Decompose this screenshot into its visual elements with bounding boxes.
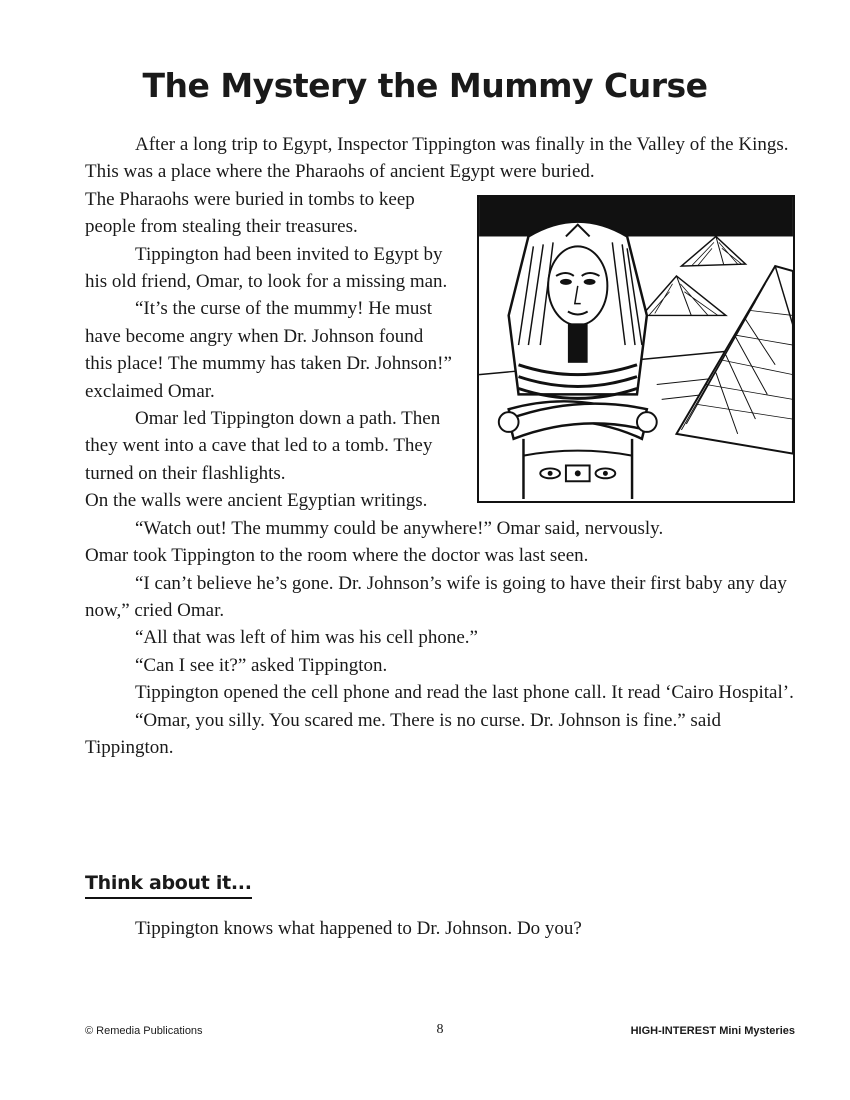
story-paragraph-8: Omar took Tippington to the room where the doctor was last seen. [85, 545, 589, 567]
think-question: Tippington knows what happened to Dr. Johnson. Do you? [135, 918, 582, 939]
footer-series: HIGH-INTEREST Mini Mysteries [630, 1025, 795, 1037]
pharaoh-illustration-icon [477, 195, 795, 503]
story-paragraph-6: On the walls were ancient Egyptian writings. [85, 490, 428, 512]
story-paragraph-7: “Watch out! The mummy could be anywhere!” Omar said, nervously. [135, 517, 664, 539]
story-paragraph-5: Omar led Tippington down a path. Then they went into a cave that led to a tomb. They turned on their flashlights. [85, 408, 441, 484]
story-paragraph-4: “It’s the curse of the mummy! He must have become angry when Dr. Johnson found this place! The mummy has taken Dr. Johnson!” exclaimed Omar. [85, 298, 452, 402]
story-paragraph-12: Tippington opened the cell phone and read the last phone call. It read ‘Cairo Hospital’. [135, 682, 794, 704]
story-paragraph-9: “I can’t believe he’s gone. Dr. Johnson’s wife is going to have their first baby any day now,” cried Omar. [85, 572, 787, 621]
footer-page-number: 8 [436, 1022, 444, 1037]
story-paragraph-1: After a long trip to Egypt, Inspector Tippington was finally in the Valley of the Kings. This was a place where the Pharaohs of ancient Egypt were buried. [85, 134, 789, 183]
story-paragraph-13: “Omar, you silly. You scared me. There is no curse. Dr. Johnson is fine.” said Tippington. [85, 709, 722, 758]
story-paragraph-11: “Can I see it?” asked Tippington. [135, 654, 388, 676]
story-body [85, 131, 795, 761]
think-about-it-heading: Think about it... [85, 872, 252, 899]
story-paragraph-10: “All that was left of him was his cell phone.” [135, 627, 478, 649]
footer-publisher: © Remedia Publications [85, 1025, 203, 1037]
page-title: The Mystery the Mummy Curse [142, 66, 708, 105]
story-paragraph-2: The Pharaohs were buried in tombs to keep people from stealing their treasures. [85, 188, 415, 238]
story-paragraph-3: Tippington had been invited to Egypt by his old friend, Omar, to look for a missing man. [85, 243, 448, 293]
